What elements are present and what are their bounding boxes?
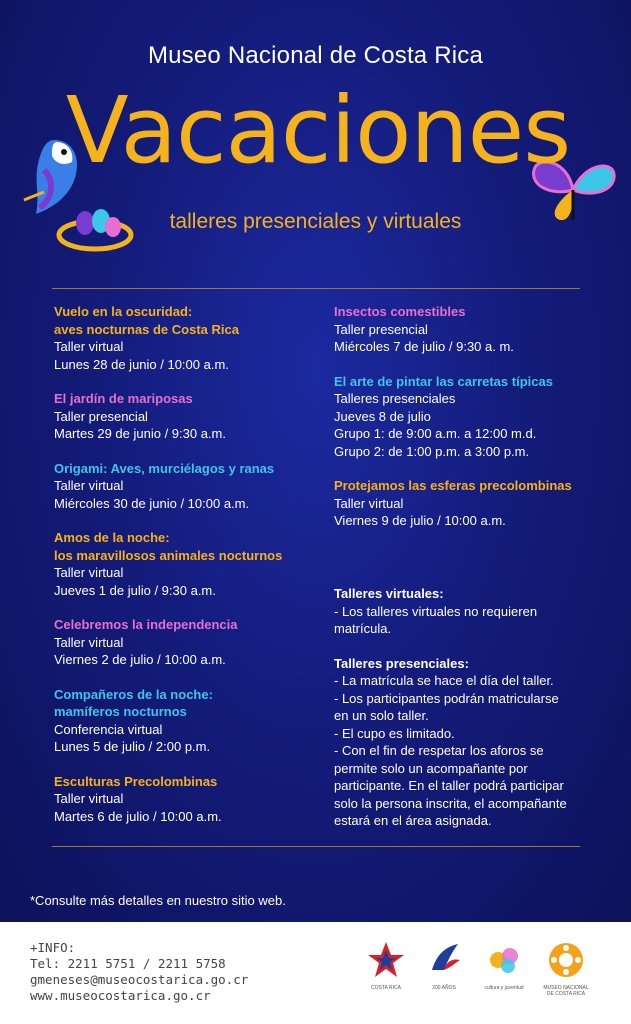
event-detail: Taller virtual — [54, 478, 124, 493]
note-line: - El cupo es limitado. — [334, 725, 455, 741]
event-title: Amos de la noche: — [54, 530, 170, 545]
star-logo-icon — [366, 940, 406, 980]
event-item — [334, 303, 604, 356]
sponsor-logos — [361, 940, 601, 1000]
event-detail: Taller presencial — [334, 321, 428, 337]
note-line: estará en el área asignada. — [334, 813, 492, 828]
event-detail: Conferencia virtual — [54, 721, 163, 737]
note-line: permite solo un acompañante por — [334, 760, 528, 776]
costa-rica-logo — [361, 940, 411, 1000]
museum-title: Museo Nacional de Costa Rica — [147, 42, 484, 69]
event-item — [54, 773, 324, 826]
event-item — [334, 477, 604, 530]
divider-top — [52, 288, 580, 289]
event-detail: Martes 6 de julio / 10:00 a.m. — [54, 808, 222, 824]
logo-caption: cultura y juventud — [484, 985, 524, 991]
event-title: Esculturas Precolombinas — [54, 773, 218, 789]
hummingbird-logo-icon — [424, 940, 464, 980]
event-detail: Taller virtual — [334, 495, 404, 511]
event-detail: Martes 29 de junio / 9:30 a.m. — [54, 426, 226, 441]
event-title: aves nocturnas de Costa Rica — [54, 321, 239, 337]
virtual-notes — [334, 603, 594, 638]
event-title: Celebremos la independencia — [54, 617, 238, 632]
event-item — [54, 460, 324, 513]
right-events-column — [334, 303, 604, 547]
contact-info — [30, 940, 248, 1004]
event-title: Compañeros de la noche: — [54, 686, 213, 702]
logo-caption: COSTA RICA — [371, 985, 401, 991]
event-detail: Lunes 28 de junio / 10:00 a.m. — [54, 356, 229, 372]
museo-nacional-logo — [541, 940, 591, 1000]
left-events-column — [54, 303, 324, 842]
logo-caption: 200 AÑOS — [432, 985, 456, 991]
event-detail: Jueves 8 de julio — [334, 408, 431, 424]
email-link[interactable]: gmeneses@museocostarica.go.cr — [30, 972, 249, 987]
event-detail: Taller presencial — [54, 408, 148, 424]
footnote: *Consulte más detalles en nuestro sitio web. — [30, 893, 286, 908]
note-line: solo la persona inscrita, el acompañante — [334, 795, 567, 811]
event-title: El arte de pintar las carretas típicas — [334, 373, 553, 389]
event-title: Protejamos las esferas precolombinas — [334, 478, 572, 493]
event-title: Insectos comestibles — [334, 304, 466, 319]
event-title: Origami: Aves, murciélagos y ranas — [54, 460, 275, 476]
cultura-logo — [479, 940, 529, 1000]
event-detail: Jueves 1 de julio / 9:30 a.m. — [54, 582, 216, 598]
note-line: en un solo taller. — [334, 708, 429, 723]
cultura-logo-icon — [484, 940, 524, 980]
note-line: participante. En el taller podrá participar — [334, 778, 564, 793]
event-detail: Taller virtual — [54, 565, 124, 580]
event-item — [334, 373, 604, 461]
event-title: Vuelo en la oscuridad: — [54, 304, 193, 319]
event-detail: Taller virtual — [54, 339, 124, 354]
event-item — [54, 616, 324, 669]
event-detail: Grupo 1: de 9:00 a.m. a 12:00 m.d. — [334, 426, 537, 441]
event-title: mamíferos nocturnos — [54, 704, 187, 719]
note-line: matrícula. — [334, 621, 392, 636]
event-title: los maravillosos animales nocturnos — [54, 547, 283, 563]
info-label: +INFO: — [30, 940, 76, 955]
event-item — [54, 529, 324, 599]
event-item — [54, 303, 324, 373]
event-detail: Taller virtual — [54, 791, 124, 806]
logo-caption: MUSEO NACIONAL DE COSTA RICA — [543, 985, 589, 997]
museum-sun-logo-icon — [546, 940, 586, 980]
subtitle: talleres presenciales y virtuales — [169, 210, 462, 233]
virtual-notes-heading: Talleres virtuales: — [334, 586, 444, 601]
event-detail: Miércoles 7 de julio / 9:30 a. m. — [334, 339, 514, 354]
event-item — [54, 686, 324, 756]
note-line: - Los talleres virtuales no requieren — [334, 603, 538, 619]
event-item — [54, 390, 324, 443]
divider-bottom — [52, 846, 580, 847]
bicentenario-logo — [419, 940, 469, 1000]
note-line: - Con el fin de respetar los aforos se — [334, 743, 544, 758]
phone-text: Tel: 2211 5751 / 2211 5758 — [30, 956, 226, 971]
event-title: El jardín de mariposas — [54, 391, 193, 406]
notes-section — [334, 585, 594, 847]
presencial-notes — [334, 672, 594, 830]
event-detail: Viernes 2 de julio / 10:00 a.m. — [54, 652, 226, 667]
note-line: - Los participantes podrán matricularse — [334, 690, 559, 706]
event-detail: Talleres presenciales — [334, 391, 456, 406]
event-detail: Grupo 2: de 1:00 p.m. a 3:00 p.m. — [334, 443, 530, 459]
note-line: - La matrícula se hace el día del taller. — [334, 673, 554, 688]
event-detail: Miércoles 30 de junio / 10:00 a.m. — [54, 495, 250, 511]
website-link[interactable]: www.museocostarica.go.cr — [30, 988, 211, 1003]
event-detail: Lunes 5 de julio / 2:00 p.m. — [54, 739, 211, 754]
event-detail: Taller virtual — [54, 634, 124, 650]
presencial-notes-heading: Talleres presenciales: — [334, 655, 469, 671]
vacaciones-title: Vacaciones — [65, 77, 571, 184]
event-detail: Viernes 9 de julio / 10:00 a.m. — [334, 513, 506, 528]
